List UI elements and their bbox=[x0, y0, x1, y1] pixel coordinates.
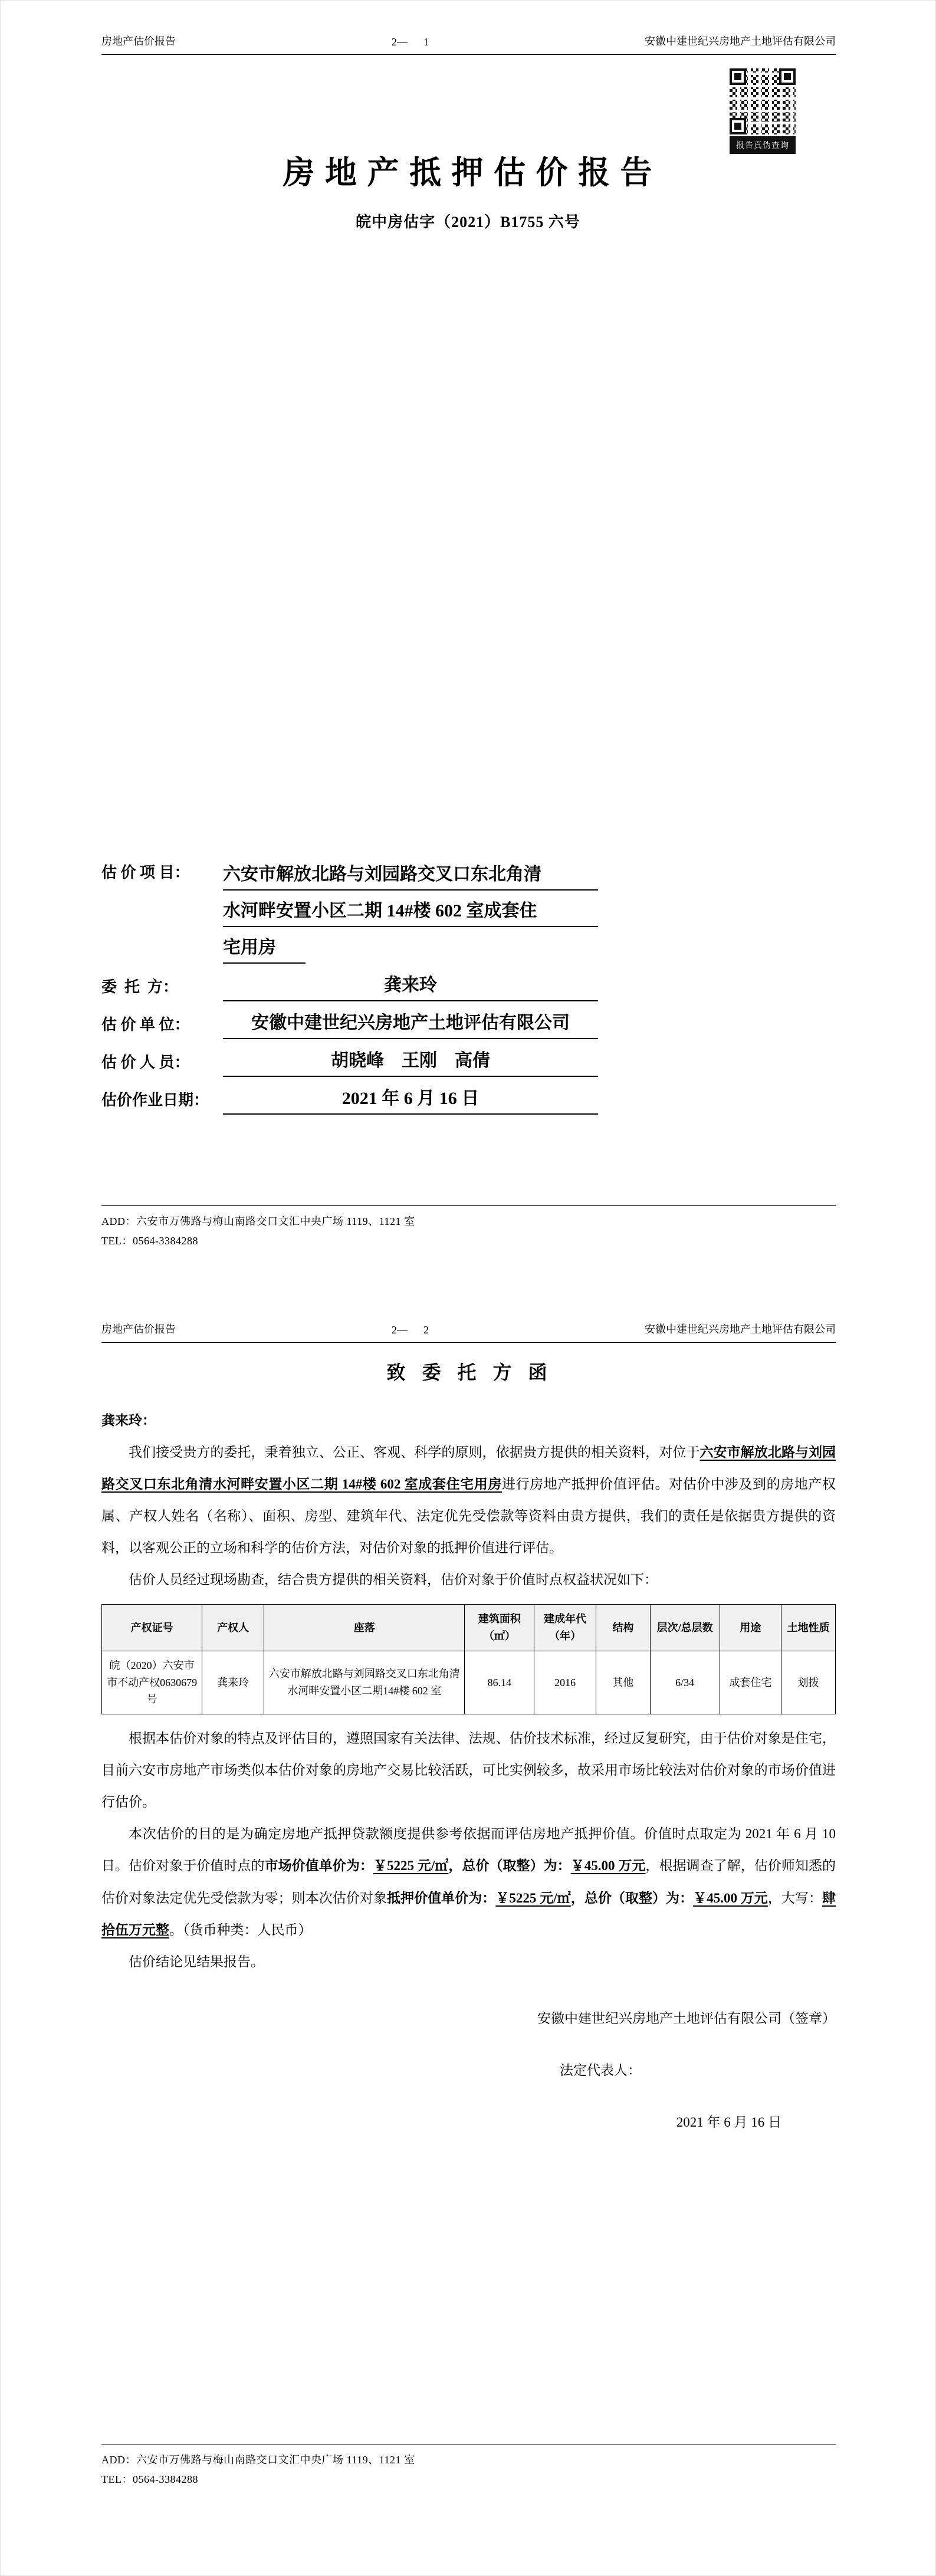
letter-body bbox=[101, 1405, 836, 2138]
text-segment: ￥5225 元/㎡ bbox=[495, 1890, 571, 1905]
column-header: 座落 bbox=[264, 1605, 464, 1651]
signature-date: 2021 年 6 月 16 日 bbox=[676, 2114, 781, 2130]
header-company-name: 安徽中建世纪兴房地产土地评估有限公司 bbox=[645, 35, 836, 47]
column-header: 土地性质 bbox=[781, 1605, 836, 1651]
report-title: 房 地 产 抵 押 估 价 报 告 bbox=[283, 155, 653, 190]
salutation: 龚来玲： bbox=[101, 1413, 156, 1428]
qr-caption: 报告真伪查询 bbox=[730, 136, 796, 154]
field-value: 胡晓峰 王刚 高倩 bbox=[223, 1049, 598, 1077]
footer-tel: TEL：0564-3384288 bbox=[101, 1234, 198, 1247]
column-header: 产权证号 bbox=[102, 1605, 202, 1651]
text-segment: ，大写： bbox=[767, 1890, 823, 1905]
field-value bbox=[223, 862, 598, 964]
page-number: 2— 2 bbox=[392, 1324, 429, 1336]
cover-form bbox=[101, 862, 598, 1124]
field-label: 委 托 方： bbox=[101, 978, 179, 995]
paragraph-method bbox=[101, 1723, 836, 1818]
paragraph-site-survey bbox=[101, 1564, 836, 1596]
qr-block bbox=[730, 68, 796, 154]
text-segment: ， bbox=[570, 1890, 584, 1905]
text-segment: 总价（取整）为： bbox=[462, 1858, 571, 1874]
header-doc-label: 房地产估价报告 bbox=[101, 35, 176, 47]
column-header: 建筑面积（㎡） bbox=[465, 1605, 534, 1651]
text-segment: 估价人员经过现场勘查，结合贵方提供的相关资料，估价对象于价值时点权益状况如下： bbox=[129, 1572, 658, 1588]
qr-finder-icon bbox=[730, 68, 746, 85]
text-segment: 进行房地产抵押价值评估。对估价中涉及到的房地产权属、产权人姓名（名称）、面积、房型、建筑年代、法定优先受偿款等资料由贵方提供，我们的责任是依据贵方提供的资料，以客观公正的立场和科学的估价方法，对估价对象的抵押价值进行评估。 bbox=[101, 1477, 836, 1556]
text-segment: 估价结论见结果报告。 bbox=[129, 1954, 264, 1969]
legal-representative-label: 法定代表人： bbox=[560, 2062, 641, 2078]
qr-finder-icon bbox=[779, 68, 796, 85]
text-segment: 市场价值单价为： bbox=[264, 1858, 373, 1874]
field-value-line: 六安市解放北路与刘园路交叉口东北角清 bbox=[223, 862, 598, 891]
column-header: 产权人 bbox=[202, 1605, 264, 1651]
paragraph-conclusion bbox=[101, 1946, 836, 1978]
paragraph-engagement bbox=[101, 1437, 836, 1564]
text-segment: 肆拾伍万元整 bbox=[101, 1890, 836, 1937]
page-header bbox=[101, 33, 836, 55]
field-value: 龚来玲 bbox=[223, 973, 598, 1001]
table-body bbox=[102, 1651, 836, 1714]
text-segment: ，根据调查了解，估价师知悉的估价对象法定优先受偿款为零；则本次估价对象 bbox=[101, 1858, 836, 1905]
letter-title: 致 委 托 方 函 bbox=[386, 1362, 550, 1383]
qr-finder-icon bbox=[730, 118, 746, 134]
field-value-line: 水河畔安置小区二期 14#楼 602 室成套住 bbox=[223, 899, 598, 927]
text-segment: 我们接受贵方的委托，秉着独立、公正、客观、科学的原则，依据贵方提供的相关资料，对位于 bbox=[129, 1445, 700, 1460]
report-number: 皖中房估字（2021）B1755 六号 bbox=[356, 213, 580, 231]
property-rights-table bbox=[101, 1604, 836, 1714]
field-value-line: 宅用房 bbox=[223, 935, 306, 964]
footer-address: ADD：六安市万佛路与梅山南路交口文汇中央广场 1119、1121 室 bbox=[101, 2454, 415, 2466]
header-company-name: 安徽中建世纪兴房地产土地评估有限公司 bbox=[645, 1323, 836, 1335]
qr-code bbox=[730, 68, 796, 134]
column-header: 用途 bbox=[720, 1605, 781, 1651]
text-segment: ￥5225 元/㎡ bbox=[373, 1858, 449, 1874]
table-header-row bbox=[102, 1605, 836, 1651]
page-number: 2— 1 bbox=[392, 36, 429, 48]
field-value: 安徽中建世纪兴房地产土地评估有限公司 bbox=[223, 1011, 598, 1039]
text-segment: ￥45.00 万元 bbox=[570, 1858, 646, 1874]
page-header bbox=[101, 1321, 836, 1343]
page-2-letter bbox=[0, 1288, 936, 2576]
field-label: 估 价 单 位： bbox=[101, 1016, 190, 1033]
field-label: 估 价 项 目： bbox=[101, 864, 190, 881]
table-cell: 成套住宅 bbox=[720, 1651, 781, 1714]
text-segment: 。（货币种类：人民币） bbox=[169, 1922, 312, 1937]
table-cell: 龚来玲 bbox=[202, 1651, 264, 1714]
column-header: 层次/总层数 bbox=[650, 1605, 720, 1651]
page-footer bbox=[101, 1205, 836, 1250]
text-segment: 抵押价值单价为： bbox=[386, 1890, 496, 1905]
table-cell: 2016 bbox=[534, 1651, 596, 1714]
text-segment: 六安市解放北路与刘园路交叉口东北角清水河畔安置小区二期 14#楼 602 室成套住宅用房 bbox=[101, 1445, 836, 1492]
column-header: 结构 bbox=[596, 1605, 651, 1651]
field-client bbox=[101, 973, 598, 1001]
table-cell: 86.14 bbox=[465, 1651, 534, 1714]
field-appraisal-agency bbox=[101, 1011, 598, 1039]
field-appraisers bbox=[101, 1049, 598, 1077]
field-label: 估价作业日期： bbox=[101, 1091, 209, 1109]
field-appraisal-project bbox=[101, 862, 598, 964]
text-segment: ， bbox=[448, 1858, 462, 1874]
text-segment: ￥45.00 万元 bbox=[693, 1890, 768, 1905]
table-cell: 其他 bbox=[596, 1651, 651, 1714]
field-value: 2021 年 6 月 16 日 bbox=[223, 1086, 598, 1115]
header-doc-label: 房地产估价报告 bbox=[101, 1323, 176, 1335]
signature-company: 安徽中建世纪兴房地产土地评估有限公司（签章） bbox=[537, 2010, 836, 2026]
table-cell: 6/34 bbox=[650, 1651, 720, 1714]
text-segment: 根据本估价对象的特点及评估目的，遵照国家有关法律、法规、估价技术标准，经过反复研究，由于估价对象是住宅，目前六安市房地产市场类似本估价对象的房地产交易比较活跃，可比实例较多，故采用市场比较法对估价对象的市场价值进行估价。 bbox=[101, 1731, 836, 1810]
field-label: 估 价 人 员： bbox=[101, 1053, 190, 1071]
column-header: 建成年代（年） bbox=[534, 1605, 596, 1651]
text-segment: 本次估价的目的是为确定房地产抵押贷款额度提供参考依据而评估房地产抵押价值。价值时点取定为 2021 年 6 月 10 日。估价对象于价值时点的 bbox=[101, 1826, 836, 1874]
page-footer bbox=[101, 2444, 836, 2489]
table-cell: 皖（2020）六安市市不动产权0630679 号 bbox=[102, 1651, 202, 1714]
field-appraisal-date bbox=[101, 1086, 598, 1115]
footer-tel: TEL：0564-3384288 bbox=[101, 2473, 198, 2485]
text-segment: 总价（取整）为： bbox=[584, 1890, 694, 1905]
table-row bbox=[102, 1651, 836, 1714]
paragraph-valuation-result bbox=[101, 1818, 836, 1946]
table-cell: 六安市解放北路与刘园路交叉口东北角清水河畔安置小区二期14#楼 602 室 bbox=[264, 1651, 464, 1714]
table-cell: 划拨 bbox=[781, 1651, 836, 1714]
footer-address: ADD：六安市万佛路与梅山南路交口文汇中央广场 1119、1121 室 bbox=[101, 1215, 415, 1228]
